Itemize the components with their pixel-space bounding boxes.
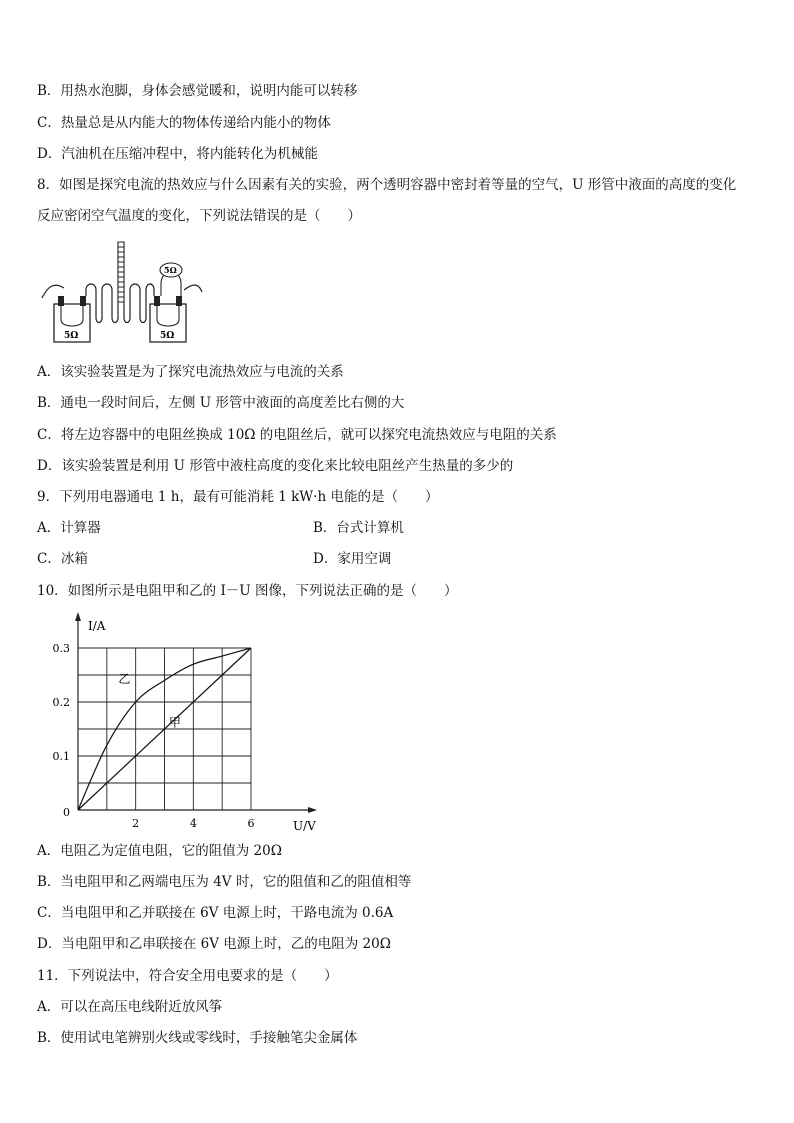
y-tick-label: 0.2 bbox=[52, 696, 70, 709]
series-label-jia: 甲 bbox=[168, 715, 181, 730]
x-tick-label: 6 bbox=[247, 817, 255, 830]
right-resistor-label: 5Ω bbox=[160, 331, 175, 341]
q7-option-b: B．用热水泡脚，身体会感觉暖和，说明内能可以转移 bbox=[37, 83, 358, 99]
iu-chart bbox=[30, 610, 350, 835]
parallel-resistor-label: 5Ω bbox=[164, 265, 177, 275]
x-axis-label: U/V bbox=[293, 819, 316, 833]
q8-option-d: D．该实验装置是利用 U 形管中液柱高度的变化来比较电阻丝产生热量的多少的 bbox=[37, 458, 514, 474]
right-electrode-2 bbox=[176, 296, 182, 306]
q9-stem: 9．下列用电器通电 1 h，最有可能消耗 1 kW·h 电能的是（ ） bbox=[37, 489, 439, 505]
left-resistor-label: 5Ω bbox=[64, 331, 79, 341]
q9-option-b: B．台式计算机 bbox=[313, 520, 404, 536]
x-tick-label: 2 bbox=[132, 817, 140, 830]
q11-stem: 11．下列说法中，符合安全用电要求的是（ ） bbox=[37, 968, 338, 984]
right-wire bbox=[184, 285, 202, 292]
y-axis-label: I/A bbox=[88, 619, 106, 633]
q10-option-b: B．当电阻甲和乙两端电压为 4V 时，它的阻值和乙的阻值相等 bbox=[37, 874, 412, 890]
q8-circuit-figure bbox=[40, 238, 210, 348]
origin-label: 0 bbox=[63, 806, 70, 819]
q10-option-d: D．当电阻甲和乙串联接在 6V 电源上时，乙的电阻为 20Ω bbox=[37, 936, 391, 952]
right-electrode bbox=[154, 296, 160, 306]
q9-option-d: D．家用空调 bbox=[313, 551, 392, 567]
y-tick-label: 0.1 bbox=[52, 750, 70, 763]
chart-labels bbox=[53, 619, 317, 833]
y-axis-arrow bbox=[75, 612, 81, 621]
left-electrode-2 bbox=[80, 296, 86, 306]
q11-option-b: B．使用试电笔辨别火线或零线时，手接触笔尖金属体 bbox=[37, 1030, 358, 1046]
q10-stem: 10．如图所示是电阻甲和乙的 I－U 图像，下列说法正确的是（ ） bbox=[37, 583, 458, 599]
q11-option-a: A．可以在高压电线附近放风筝 bbox=[37, 999, 223, 1015]
x-tick-label: 4 bbox=[189, 817, 197, 830]
q9-option-a: A．计算器 bbox=[37, 520, 101, 536]
q10-option-a: A．电阻乙为定值电阻，它的阻值为 20Ω bbox=[37, 843, 282, 859]
series-label-yi: 乙 bbox=[118, 672, 131, 687]
x-axis-arrow bbox=[308, 807, 317, 813]
y-tick-label: 0.3 bbox=[52, 642, 70, 655]
q7-option-c: C．热量总是从内能大的物体传递给内能小的物体 bbox=[37, 115, 331, 131]
q8-option-b: B．通电一段时间后，左侧 U 形管中液面的高度差比右侧的大 bbox=[37, 395, 405, 411]
q10-option-c: C．当电阻甲和乙并联接在 6V 电源上时，干路电流为 0.6A bbox=[37, 905, 394, 921]
q8-option-c: C．将左边容器中的电阻丝换成 10Ω 的电阻丝后，就可以探究电流热效应与电阻的关系 bbox=[37, 427, 557, 443]
left-electrode bbox=[58, 296, 64, 306]
q9-option-c: C．冰箱 bbox=[37, 551, 88, 567]
q8-option-a: A．该实验装置是为了探究电流热效应与电流的关系 bbox=[37, 364, 344, 380]
q7-option-d: D．汽油机在压缩冲程中，将内能转化为机械能 bbox=[37, 146, 318, 162]
q8-stem-line2: 反应密闭空气温度的变化，下列说法错误的是（ ） bbox=[37, 208, 361, 224]
q8-stem-line1: 8．如图是探究电流的热效应与什么因素有关的实验，两个透明容器中密封着等量的空气，U 形管中液面的高度的变化 bbox=[37, 177, 737, 193]
